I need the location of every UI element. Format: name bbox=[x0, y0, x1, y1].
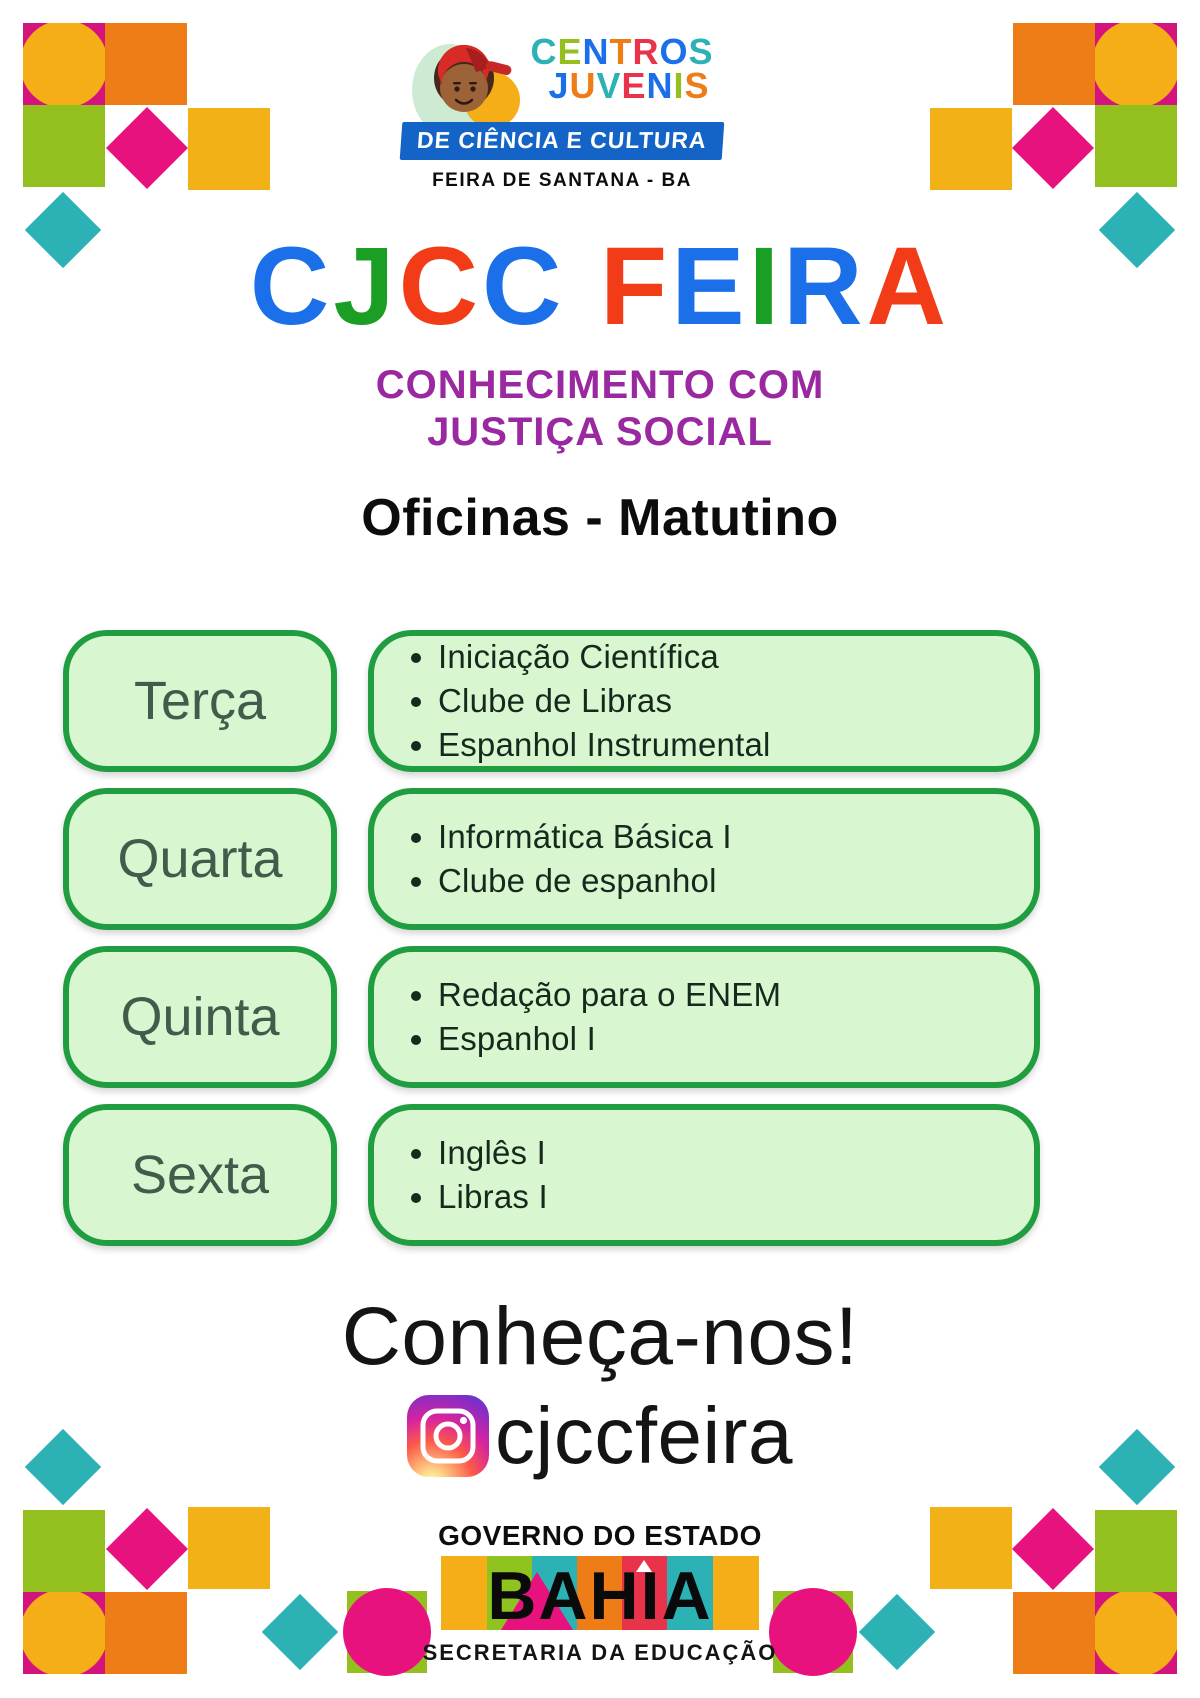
logo-line-juvenis: JUVENIS bbox=[548, 65, 710, 106]
section-heading: Oficinas - Matutino bbox=[361, 489, 839, 547]
logo-banner: DE CIÊNCIA E CULTURA bbox=[400, 122, 724, 160]
subtitle bbox=[0, 362, 1200, 456]
workshop-item: • Informática Básica I bbox=[438, 815, 1034, 859]
workshop-item: • Clube de espanhol bbox=[438, 859, 1034, 903]
day-pill: Terça bbox=[63, 630, 337, 772]
workshop-item: • Espanhol Instrumental bbox=[438, 723, 1034, 767]
schedule-row-terca bbox=[63, 630, 1040, 772]
gov-logo bbox=[0, 1520, 1200, 1666]
schedule bbox=[63, 630, 1040, 1262]
bahia-wordmark-icon bbox=[441, 1556, 759, 1630]
logo-city: FEIRA DE SANTANA - BA bbox=[432, 170, 692, 191]
gov-line1: GOVERNO DO ESTADO bbox=[438, 1520, 762, 1551]
subtitle-line1: CONHECIMENTO COM bbox=[375, 363, 825, 407]
items-box bbox=[368, 946, 1040, 1088]
schedule-row-quarta bbox=[63, 788, 1040, 930]
logo-line-centros: CENTROS bbox=[530, 31, 714, 72]
day-pill: Quinta bbox=[63, 946, 337, 1088]
items-box bbox=[368, 1104, 1040, 1246]
items-box bbox=[368, 788, 1040, 930]
page-title: CJCC FEIRA bbox=[249, 225, 951, 348]
logo-wordmark bbox=[530, 31, 714, 106]
workshop-item: • Inglês I bbox=[438, 1131, 1034, 1175]
instagram-icon[interactable] bbox=[407, 1395, 489, 1477]
workshop-item: • Redação para o ENEM bbox=[438, 973, 1034, 1017]
header-logo bbox=[0, 26, 1200, 192]
workshop-item: • Iniciação Científica bbox=[438, 635, 1034, 679]
items-box bbox=[368, 630, 1040, 772]
bahia-text: BAHIA bbox=[487, 1558, 713, 1630]
instagram-row[interactable] bbox=[0, 1390, 1200, 1482]
instagram-handle[interactable]: cjccfeira bbox=[495, 1391, 793, 1480]
workshop-item: • Libras I bbox=[438, 1175, 1034, 1219]
schedule-row-sexta bbox=[63, 1104, 1040, 1246]
gov-line2: SECRETARIA DA EDUCAÇÃO bbox=[422, 1640, 778, 1665]
day-pill: Sexta bbox=[63, 1104, 337, 1246]
cta-text: Conheça-nos! bbox=[341, 1291, 859, 1382]
subtitle-line2: JUSTIÇA SOCIAL bbox=[427, 410, 773, 455]
workshop-item: • Clube de Libras bbox=[438, 679, 1034, 723]
schedule-row-quinta bbox=[63, 946, 1040, 1088]
day-pill: Quarta bbox=[63, 788, 337, 930]
workshop-item: • Espanhol I bbox=[438, 1017, 1034, 1061]
